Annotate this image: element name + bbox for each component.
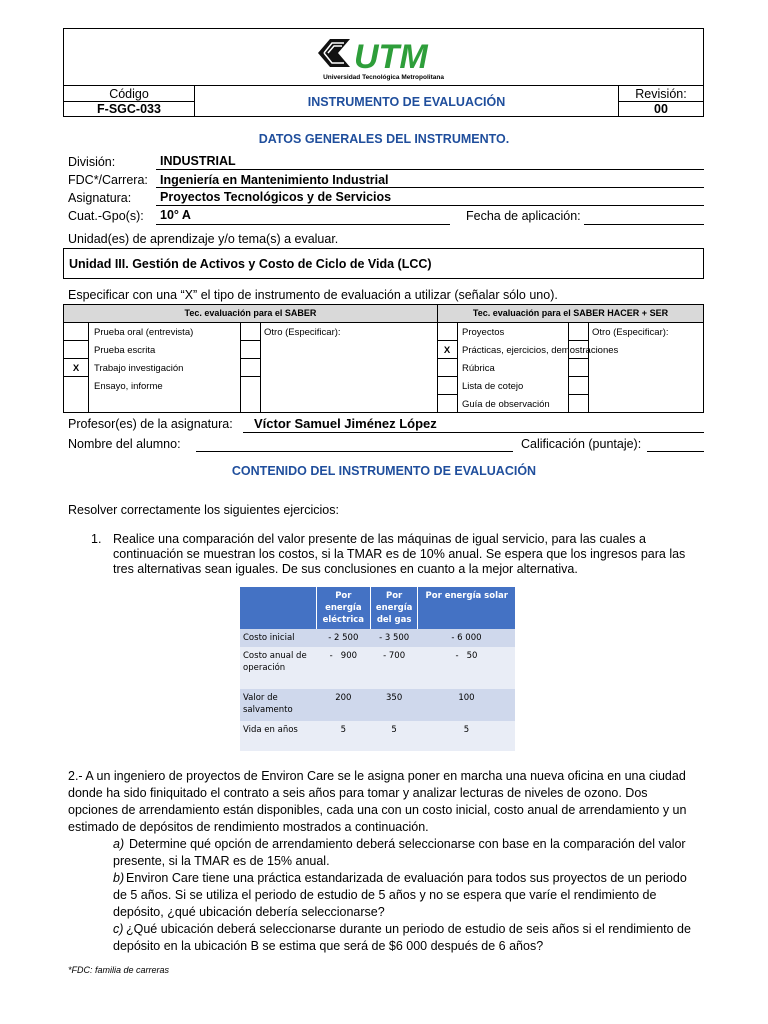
table-cell: 5 bbox=[418, 721, 515, 751]
code-label: Código bbox=[64, 86, 194, 102]
table-cell: - 900 bbox=[316, 647, 370, 689]
date-line bbox=[584, 224, 704, 225]
hacer-mark[interactable]: X bbox=[443, 345, 451, 356]
q1-line: continuación se muestran los costos, si la TMAR es de 10% anual. Se espera que los ingresos para las bbox=[113, 547, 686, 561]
logo-text: UTM bbox=[354, 38, 428, 76]
division-value: INDUSTRIAL bbox=[160, 154, 236, 168]
revision-cell bbox=[619, 86, 703, 117]
hacer-item-label: Lista de cotejo bbox=[462, 381, 524, 392]
table-cell: 200 bbox=[316, 689, 370, 721]
subject-line bbox=[156, 205, 704, 206]
hacer-other-label: Otro (Especificar): bbox=[592, 327, 669, 338]
table-header-cell: Por energía eléctrica bbox=[316, 587, 370, 629]
table-cell: Costo inicial bbox=[240, 629, 316, 647]
units-value: Unidad III. Gestión de Activos y Costo de Ciclo de Vida (LCC) bbox=[69, 257, 432, 271]
q1-line: tres alternativas sean iguales. De sus conclusiones en cuanto a la mejor alternativa. bbox=[113, 562, 578, 576]
q2b-line: Environ Care tiene una práctica estandarizada de evaluación para todos sus proyectos de un periodo bbox=[126, 871, 687, 885]
student-label: Nombre del alumno: bbox=[68, 437, 181, 451]
table-cell: - 700 bbox=[370, 647, 418, 689]
table-cell: 100 bbox=[418, 689, 515, 721]
teacher-label: Profesor(es) de la asignatura: bbox=[68, 417, 233, 431]
career-label: FDC*/Carrera: bbox=[68, 173, 148, 187]
group-line bbox=[156, 224, 450, 225]
table-header-cell: Por energía solar bbox=[418, 587, 515, 629]
saber-mark[interactable]: X bbox=[72, 363, 80, 374]
saber-other-label: Otro (Especificar): bbox=[264, 327, 341, 338]
career-value: Ingeniería en Mantenimiento Industrial bbox=[160, 173, 389, 187]
subject-value: Proyectos Tecnológicos y de Servicios bbox=[160, 190, 392, 204]
hacer-header: Tec. evaluación para el SABER HACER + SER bbox=[438, 305, 703, 323]
q2b-line: de 5 años. Si se utiliza el periodo de estudio de 5 años y no se espera que varíe el rendimiento de bbox=[113, 888, 657, 902]
logo-area bbox=[64, 29, 703, 85]
q1-number: 1. bbox=[91, 532, 102, 546]
hacer-item-label: Prácticas, ejercicios, demostraciones bbox=[462, 345, 619, 356]
grade-line bbox=[647, 451, 704, 452]
q2-line: donde ha sido finiquitado el contrato a seis años para tomar y analizar lecturas de niveles de ozono. Dos bbox=[68, 786, 648, 800]
footnote: *FDC: familia de carreras bbox=[68, 965, 170, 975]
q2c-line: ¿Qué ubicación deberá seleccionarse durante un periodo de estudio de seis años si el rendimiento de bbox=[126, 922, 691, 936]
hacer-item-label: Rúbrica bbox=[462, 363, 495, 374]
q2c-line: depósito en la ubicación B se estima que será de $6 000 después de 6 años? bbox=[113, 939, 544, 953]
code-cell bbox=[64, 86, 195, 117]
date-label: Fecha de aplicación: bbox=[466, 209, 581, 223]
q2c-letter: c) bbox=[113, 922, 124, 936]
table-header-cell: Por energía del gas bbox=[370, 587, 418, 629]
table-row bbox=[240, 629, 515, 647]
group-value: 10° A bbox=[160, 208, 191, 222]
saber-header: Tec. evaluación para el SABER bbox=[64, 305, 438, 323]
saber-item-label: Trabajo investigación bbox=[94, 363, 184, 374]
division-label: División: bbox=[68, 155, 116, 169]
teacher-value: Víctor Samuel Jiménez López bbox=[254, 416, 437, 431]
table-row bbox=[240, 689, 515, 721]
table-cell: Vida en años bbox=[240, 721, 316, 751]
hacer-item-label: Proyectos bbox=[462, 327, 505, 338]
grade-label: Calificación (puntaje): bbox=[521, 437, 642, 451]
q2b-letter: b) bbox=[113, 871, 125, 885]
q2a-letter: a) bbox=[113, 837, 125, 851]
saber-item-label: Prueba oral (entrevista) bbox=[94, 327, 194, 338]
hacer-item-label: Guía de observación bbox=[462, 399, 550, 410]
q2-line: opciones de arrendamiento están disponibles, cada una con un costo inicial, costo anual de arrendamiento y un bbox=[68, 803, 687, 817]
revision-value: 00 bbox=[654, 102, 668, 116]
q2b-line: depósito, ¿qué ubicación debería seleccionarse? bbox=[113, 905, 385, 919]
table-cell: - 3 500 bbox=[370, 629, 418, 647]
table-row bbox=[240, 721, 515, 751]
document-title-text: INSTRUMENTO DE EVALUACIÓN bbox=[307, 94, 506, 109]
specify-instructions: Especificar con una “X” el tipo de instrumento de evaluación a utilizar (señalar sólo uno). bbox=[68, 288, 558, 302]
general-heading: DATOS GENERALES DEL INSTRUMENTO. bbox=[258, 132, 510, 146]
table-cell: 350 bbox=[370, 689, 418, 721]
q2a-line: Determine qué opción de arrendamiento deberá seleccionarse con base en la comparación del valor bbox=[129, 837, 686, 851]
table-cell: Costo anual de operación bbox=[240, 647, 316, 689]
saber-item-label: Prueba escrita bbox=[94, 345, 156, 356]
units-box bbox=[63, 248, 704, 279]
career-line bbox=[156, 187, 704, 188]
table-cell: 5 bbox=[316, 721, 370, 751]
q2-line: estimado de depósitos de rendimiento mostrados a continuación. bbox=[68, 820, 429, 834]
q2-line: 2.- A un ingeniero de proyectos de Environ Care se le asigna poner en marcha una nueva oficina en una ciudad bbox=[68, 769, 686, 783]
q2a-line: presente, si la TMAR es de 15% anual. bbox=[113, 854, 330, 868]
content-intro: Resolver correctamente los siguientes ejercicios: bbox=[68, 503, 339, 517]
table-header-cell bbox=[240, 587, 316, 629]
subject-label: Asignatura: bbox=[68, 191, 132, 205]
document-title bbox=[195, 86, 619, 117]
document-header bbox=[63, 28, 704, 117]
q1-line: Realice una comparación del valor presente de las máquinas de igual servicio, para las cuales a bbox=[113, 532, 646, 546]
units-label: Unidad(es) de aprendizaje y/o tema(s) a evaluar. bbox=[68, 232, 339, 246]
revision-label: Revisión: bbox=[619, 86, 703, 102]
table-cell: - 50 bbox=[418, 647, 515, 689]
division-line bbox=[156, 169, 704, 170]
logo-emblem-icon bbox=[318, 39, 350, 67]
cost-table bbox=[240, 587, 515, 751]
cost-table-header-row bbox=[240, 587, 515, 629]
table-cell: - 2 500 bbox=[316, 629, 370, 647]
saber-item-label: Ensayo, informe bbox=[94, 381, 163, 392]
table-cell: Valor de salvamento bbox=[240, 689, 316, 721]
table-row bbox=[240, 647, 515, 689]
content-heading: CONTENIDO DEL INSTRUMENTO DE EVALUACIÓN bbox=[231, 464, 537, 478]
university-name: Universidad Tecnológica Metropolitana bbox=[323, 74, 444, 81]
table-cell: - 6 000 bbox=[418, 629, 515, 647]
code-value: F-SGC-033 bbox=[97, 102, 161, 116]
teacher-line bbox=[243, 432, 704, 433]
student-line bbox=[196, 451, 513, 452]
table-cell: 5 bbox=[370, 721, 418, 751]
group-label: Cuat.-Gpo(s): bbox=[68, 209, 144, 223]
instrument-table bbox=[63, 304, 704, 413]
